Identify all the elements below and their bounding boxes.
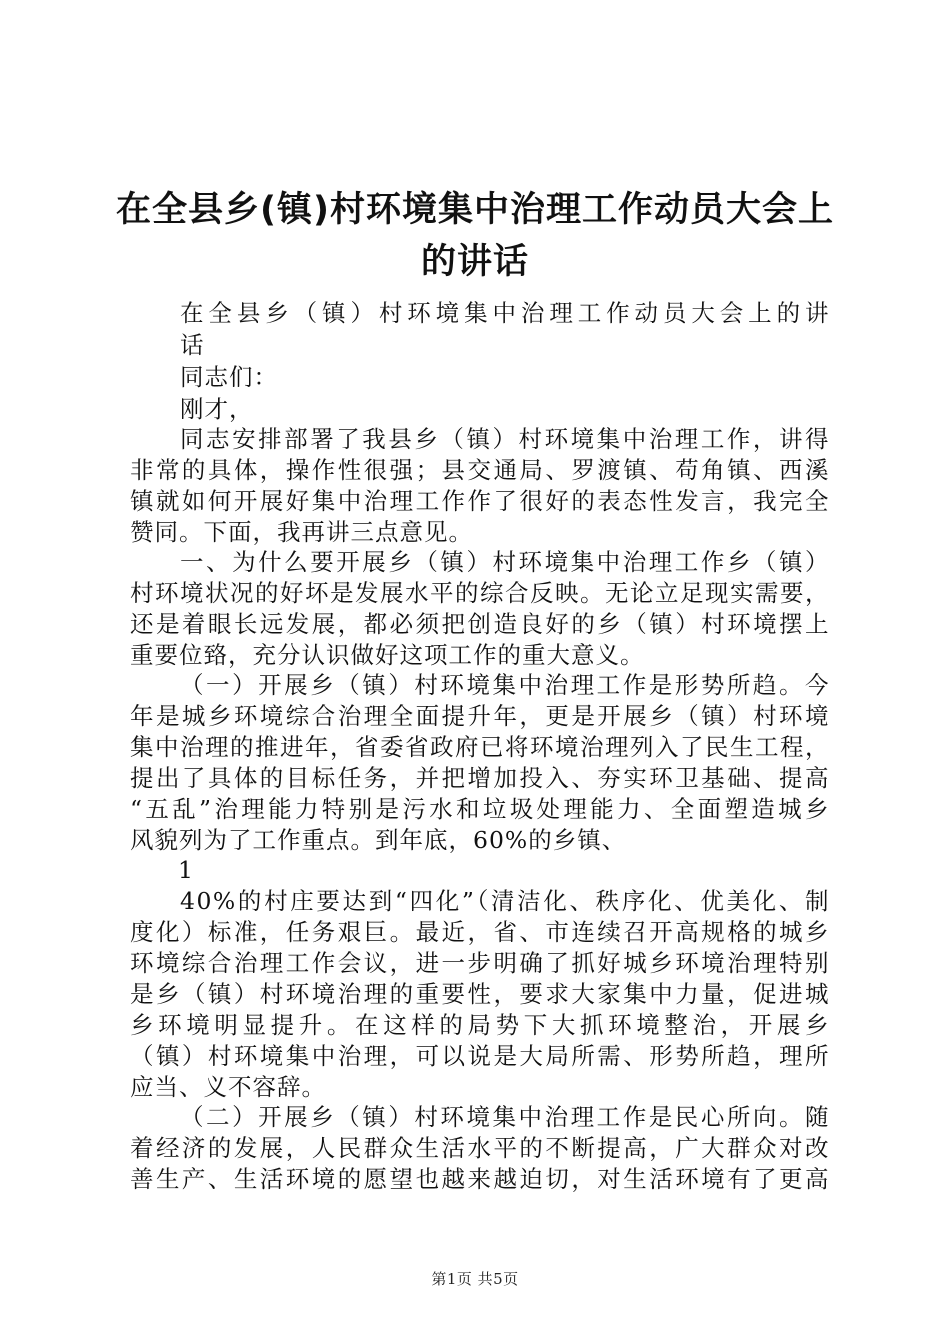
paragraph-line: （镇）村环境集中治理，可以说是大局所需、形势所趋，理所 (130, 1042, 830, 1070)
paragraph-line: 重要位臵，充分认识做好这项工作的重大意义。 (130, 641, 645, 669)
document-title-line-2: 的讲话 (420, 242, 529, 282)
paragraph-line: 集中治理的推进年，省委省政府已将环境治理列入了民生工程， (130, 733, 830, 761)
paragraph-line: 同志安排部署了我县乡（镇）村环境集中治理工作，讲得 (180, 425, 830, 453)
paragraph-line: 提出了具体的目标任务，并把增加投入、夯实环卫基础、提高 (130, 764, 830, 792)
paragraph-line: 赞同。下面，我再讲三点意见。 (130, 518, 473, 546)
paragraph-line: 善生产、生活环境的愿望也越来越迫切，对生活环境有了更高 (130, 1165, 830, 1193)
paragraph-line: 40%的村庄要达到“四化”（清洁化、秩序化、优美化、制 (180, 887, 830, 915)
paragraph-line: 乡环境明显提升。在这样的局势下大抓环境整治，开展乡 (130, 1011, 830, 1039)
page-footer: 第1页 共5页 (431, 1270, 519, 1288)
paragraph-line: （二）开展乡（镇）村环境集中治理工作是民心所向。随 (180, 1103, 830, 1131)
subtitle-line: 在全县乡（镇）村环境集中治理工作动员大会上的讲 (180, 299, 830, 327)
salutation: 同志们： (180, 363, 278, 391)
inline-page-number: 1 (178, 856, 194, 884)
paragraph-line: 刚才， (180, 395, 254, 423)
paragraph-line: 镇就如何开展好集中治理工作作了很好的表态性发言，我完全 (130, 487, 830, 515)
paragraph-line: 是乡（镇）村环境治理的重要性，要求大家集中力量，促进城 (130, 980, 830, 1008)
document-title-line-1: 在全县乡(镇)村环境集中治理工作动员大会上 (116, 190, 834, 230)
paragraph-line: 村环境状况的好坏是发展水平的综合反映。无论立足现实需要， (130, 579, 830, 607)
paragraph-line: 还是着眼长远发展，都必须把创造良好的乡（镇）村环境摆上 (130, 610, 830, 638)
paragraph-line: 度化）标准，任务艰巨。最近，省、市连续召开高规格的城乡 (130, 918, 830, 946)
paragraph-line: 环境综合治理工作会议，进一步明确了抓好城乡环境治理特别 (130, 949, 830, 977)
paragraph-line: “五乱”治理能力特别是污水和垃圾处理能力、全面塑造城乡 (130, 795, 830, 823)
paragraph-line: 年是城乡环境综合治理全面提升年，更是开展乡（镇）村环境 (130, 702, 830, 730)
paragraph-line: 着经济的发展，人民群众生活水平的不断提高，广大群众对改 (130, 1134, 830, 1162)
paragraph-line: 应当、义不容辞。 (130, 1073, 326, 1101)
paragraph-line: 非常的具体，操作性很强；县交通局、罗渡镇、苟角镇、西溪 (130, 456, 830, 484)
paragraph-line: 风貌列为了工作重点。到年底，60%的乡镇、 (130, 826, 627, 854)
paragraph-line: （一）开展乡（镇）村环境集中治理工作是形势所趋。今 (180, 671, 830, 699)
subtitle-line: 话 (180, 331, 205, 359)
section-heading-line: 一、为什么要开展乡（镇）村环境集中治理工作乡（镇） (180, 548, 830, 576)
